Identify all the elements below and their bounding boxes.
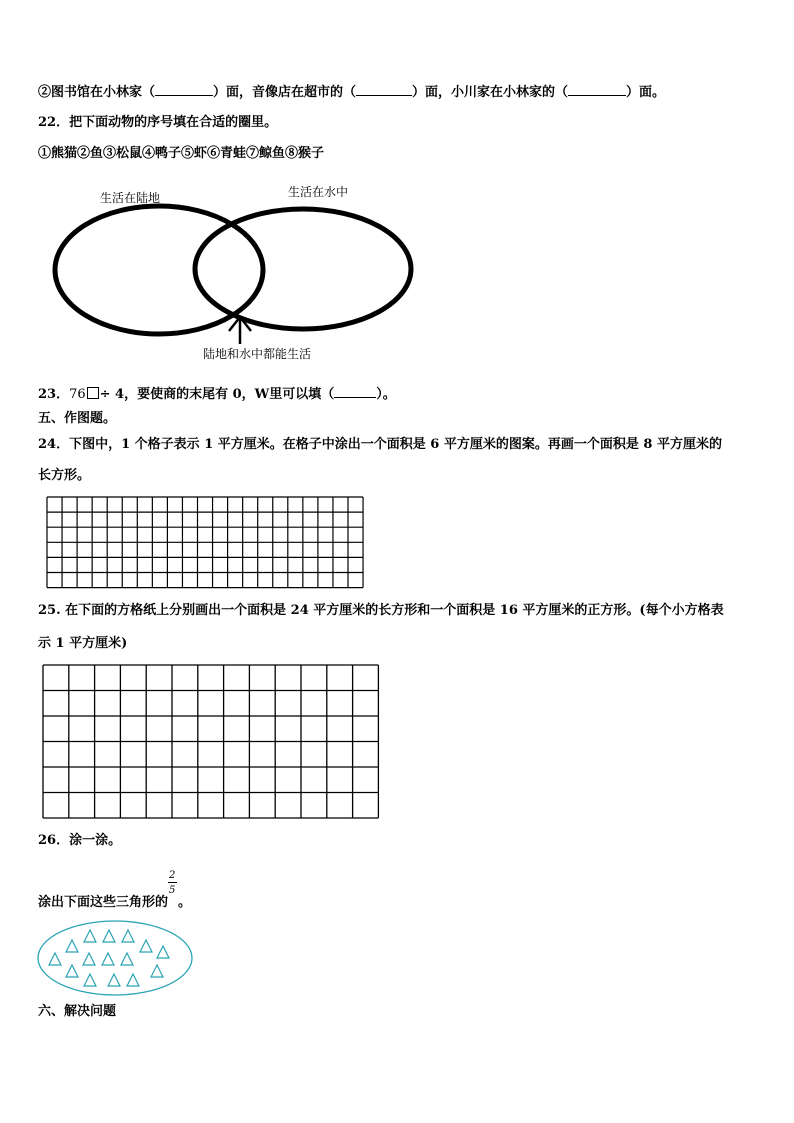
triangle-icon[interactable]: [102, 953, 114, 965]
q26-end: 。: [178, 895, 192, 910]
question-25-line1: 25. 在下面的方格纸上分别画出一个面积是 24 平方厘米的长方形和一个面积是 16 平方厘米的正方形。(每个小方格表: [38, 603, 724, 618]
triangle-icon[interactable]: [122, 930, 134, 942]
triangle-icon[interactable]: [83, 953, 95, 965]
question-26-title: 26．涂一涂。: [38, 833, 122, 848]
triangle-icon[interactable]: [121, 953, 133, 965]
q21-close1: ）面，音像店在超市的（: [213, 85, 357, 100]
question-26-text: [38, 870, 192, 911]
question-24-line1: 24．下图中，1 个格子表示 1 平方厘米。在格子中涂出一个面积是 6 平方厘米的图案。再画一个面积是 8 平方厘米的: [38, 437, 722, 452]
section-6-heading: 六、解决问题: [38, 1004, 117, 1019]
question-23: [38, 385, 396, 403]
triangle-icon[interactable]: [140, 940, 152, 952]
section-5-heading: 五、作图题。: [38, 411, 117, 426]
triangle-icon[interactable]: [49, 953, 61, 965]
grid-24[interactable]: [47, 497, 363, 588]
triangles-group: [49, 930, 169, 986]
answer-blank[interactable]: [334, 385, 376, 398]
q23-post: ）。: [376, 387, 396, 402]
q23-pre: 76: [69, 387, 86, 402]
q26-text: 涂出下面这些三角形的: [38, 895, 169, 910]
water-circle: [195, 209, 411, 329]
fraction-numerator: 2: [169, 870, 176, 881]
triangle-icon[interactable]: [84, 974, 96, 986]
grid-25[interactable]: [43, 665, 378, 818]
q23-mid: ÷ 4，要使商的末尾有 0，W里可以填（: [99, 387, 335, 402]
q21-close2: ）面，小川家在小林家的（: [412, 85, 569, 100]
q21-close3: ）面。: [626, 85, 666, 100]
triangle-icon[interactable]: [108, 974, 120, 986]
triangle-icon[interactable]: [66, 940, 78, 952]
triangle-icon[interactable]: [157, 946, 169, 958]
question-24-line2: 长方形。: [38, 468, 91, 483]
triangle-icon[interactable]: [151, 965, 163, 977]
triangle-icon[interactable]: [127, 974, 139, 986]
label-both: 陆地和水中都能生活: [203, 347, 312, 361]
label-water: 生活在水中: [288, 185, 349, 199]
q21-part: ②图书馆在小林家（: [38, 85, 156, 100]
triangle-icon[interactable]: [84, 930, 96, 942]
triangle-icon[interactable]: [103, 930, 115, 942]
fraction-denominator: 5: [169, 885, 176, 896]
question-22-animals: ①熊猫②鱼③松鼠④鸭子⑤虾⑥青蛙⑦鲸鱼⑧猴子: [38, 146, 325, 161]
triangle-icon[interactable]: [66, 965, 78, 977]
label-land: 生活在陆地: [100, 191, 161, 205]
question-25-line2: 示 1 平方厘米): [38, 636, 128, 651]
question-22-text: 22．把下面动物的序号填在合适的圈里。: [38, 115, 278, 130]
q23-num: 23．: [38, 387, 70, 402]
blank-box[interactable]: [87, 387, 99, 399]
fraction: [168, 870, 178, 906]
